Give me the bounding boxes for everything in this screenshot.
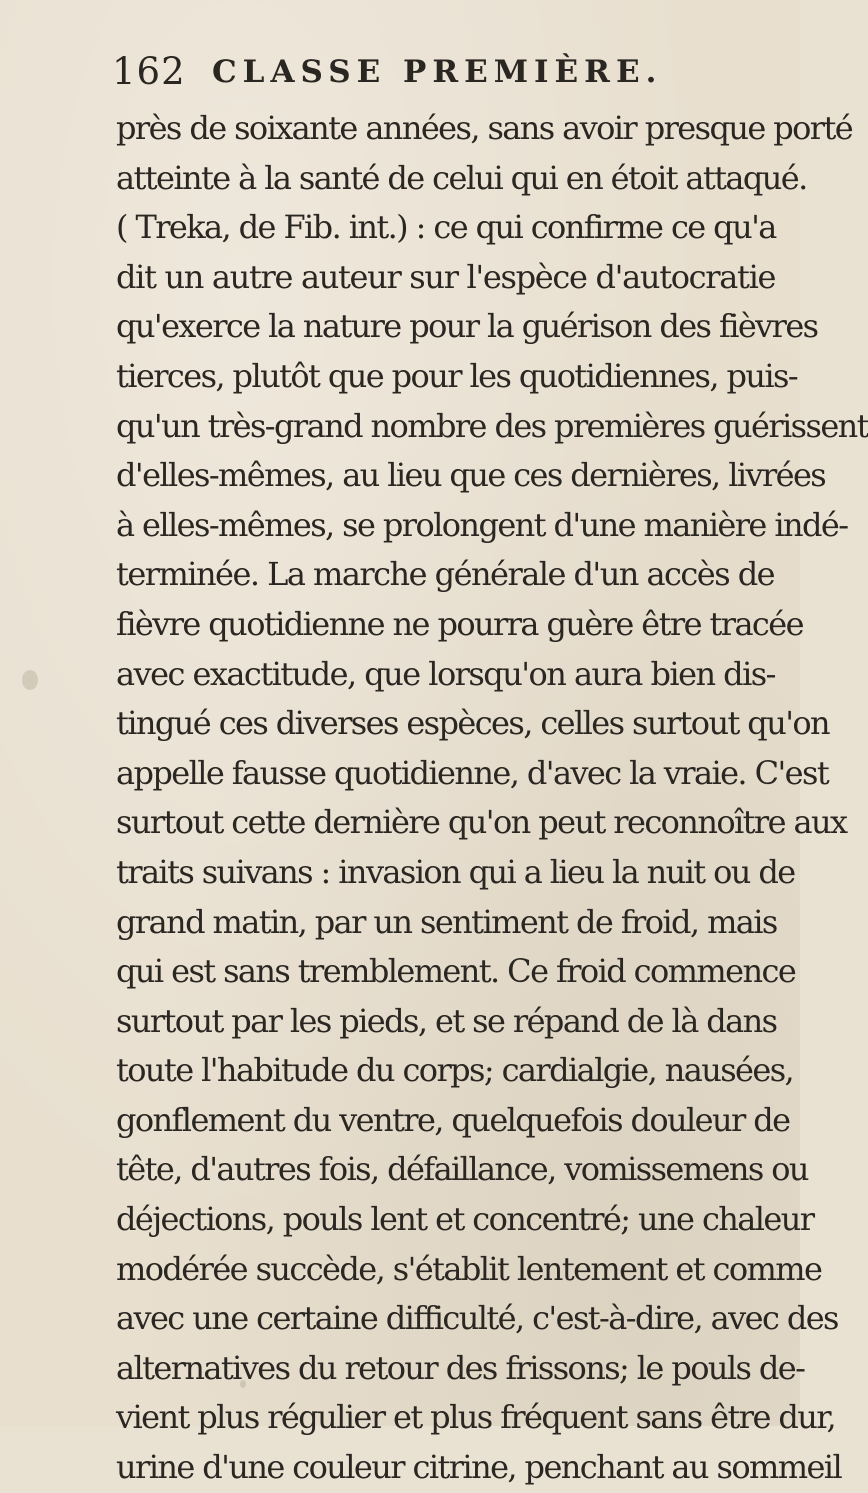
page-number: 162 [112,50,186,93]
text-line: qu'exerce la nature pour la guérison des fièvres [116,307,818,346]
text-line: traits suivans : invasion qui a lieu la nuit ou de [116,852,795,891]
text-line: alternatives du retour des frissons; le pouls de- [116,1348,805,1387]
text-line: tierces, plutôt que pour les quotidiennes, puis- [116,356,798,395]
text-line: tête, d'autres fois, défaillance, vomissemens ou [116,1150,808,1189]
text-line: modérée succède, s'établit lentement et comme [116,1249,822,1288]
text-line: à elles-mêmes, se prolongent d'une manière indé- [116,505,848,544]
text-line: appelle fausse quotidienne, d'avec la vraie. C'est [116,753,829,792]
text-line: tingué ces diverses espèces, celles surtout qu'on [116,704,830,743]
text-line: surtout par les pieds, et se répand de là dans [116,1001,777,1040]
body-text [116,104,868,1493]
text-line: qui est sans tremblement. Ce froid commence [116,952,796,991]
page-stain [22,670,38,690]
running-head: CLASSE PREMIÈRE. [212,54,663,90]
text-line: d'elles-mêmes, au lieu que ces dernières, livrées [116,456,826,495]
text-line: surtout cette dernière qu'on peut reconnoître aux [116,803,847,842]
text-line: urine d'une couleur citrine, penchant au sommeil [116,1448,842,1487]
text-line: déjections, pouls lent et concentré; une chaleur [116,1200,814,1239]
text-line: vient plus régulier et plus fréquent sans être dur, [116,1398,836,1437]
text-line: terminée. La marche générale d'un accès de [116,555,775,594]
text-line: fièvre quotidienne ne pourra guère être tracée [116,604,803,643]
text-line: avec exactitude, que lorsqu'on aura bien dis- [116,654,775,693]
text-line: atteinte à la santé de celui qui en étoit attaqué. [116,158,807,197]
text-line: gonflement du ventre, quelquefois douleur de [116,1100,790,1139]
text-line: qu'un très-grand nombre des premières guérissent [116,406,868,445]
text-line: dit un autre auteur sur l'espèce d'autocratie [116,257,776,296]
text-line: toute l'habitude du corps; cardialgie, nausées, [116,1051,794,1090]
text-line: près de soixante années, sans avoir presque porté [116,109,853,147]
text-line: avec une certaine difficulté, c'est-à-dire, avec des [116,1299,838,1338]
text-line: ( Treka, de Fib. int.) : ce qui confirme ce qu'a [116,208,776,247]
page-header [112,44,732,100]
text-line: grand matin, par un sentiment de froid, mais [116,902,777,941]
